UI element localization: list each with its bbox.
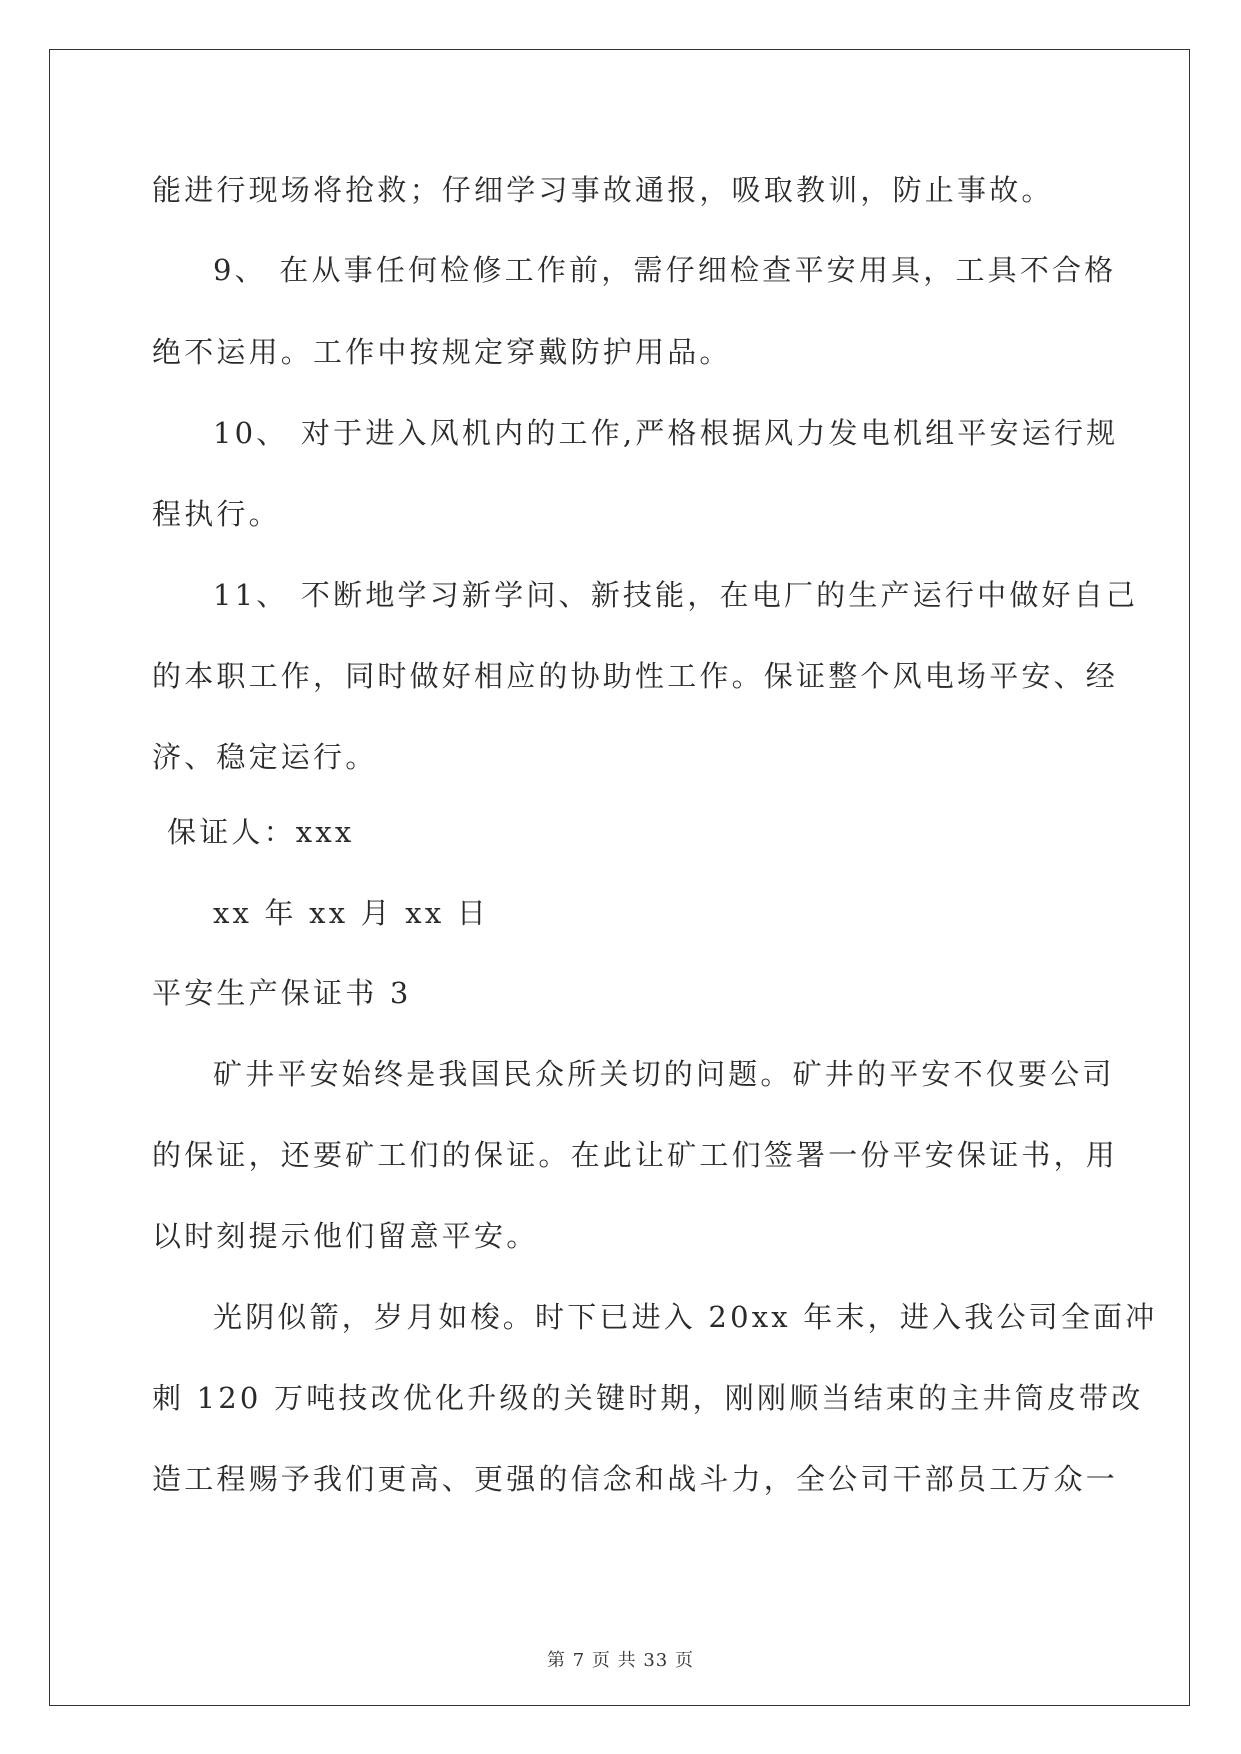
text-line-1: 能进行现场将抢救；仔细学习事故通报，吸取教训，防止事故。 [152, 173, 1054, 207]
date-line: xx 年 xx 月 xx 日 [213, 896, 490, 930]
text-line-16: 刺 120 万吨技改优化升级的关键时期，刚刚顺当结束的主井筒皮带改 [152, 1381, 1144, 1415]
text-line-7: 的本职工作，同时做好相应的协助性工作。保证整个风电场平安、经 [152, 659, 1119, 693]
text-line-8: 济、稳定运行。 [152, 740, 378, 774]
page-border [49, 49, 1190, 1706]
text-line-2: 9、 在从事任何检修工作前，需仔细检查平安用具，工具不合格 [213, 253, 1117, 287]
text-line-5: 程执行。 [152, 497, 281, 531]
text-line-6: 11、 不断地学习新学问、新技能，在电厂的生产运行中做好自己 [213, 578, 1139, 612]
text-line-15: 光阴似箭，岁月如梭。时下已进入 20xx 年末，进入我公司全面冲 [213, 1300, 1158, 1334]
text-line-4: 10、 对于进入风机内的工作,严格根据风力发电机组平安运行规 [213, 416, 1119, 450]
text-line-14: 以时刻提示他们留意平安。 [152, 1219, 539, 1253]
text-line-17: 造工程赐予我们更高、更强的信念和战斗力，全公司干部员工万众一 [152, 1462, 1119, 1496]
section-heading: 平安生产保证书 3 [152, 976, 412, 1010]
page-number-footer: 第 7 页 共 33 页 [547, 1650, 694, 1671]
text-line-3: 绝不运用。工作中按规定穿戴防护用品。 [152, 335, 732, 369]
signatory-line: 保证人：xxx [167, 815, 355, 849]
text-line-13: 的保证，还要矿工们的保证。在此让矿工们签署一份平安保证书，用 [152, 1138, 1119, 1172]
text-line-12: 矿井平安始终是我国民众所关切的问题。矿井的平安不仅要公司 [213, 1057, 1115, 1091]
